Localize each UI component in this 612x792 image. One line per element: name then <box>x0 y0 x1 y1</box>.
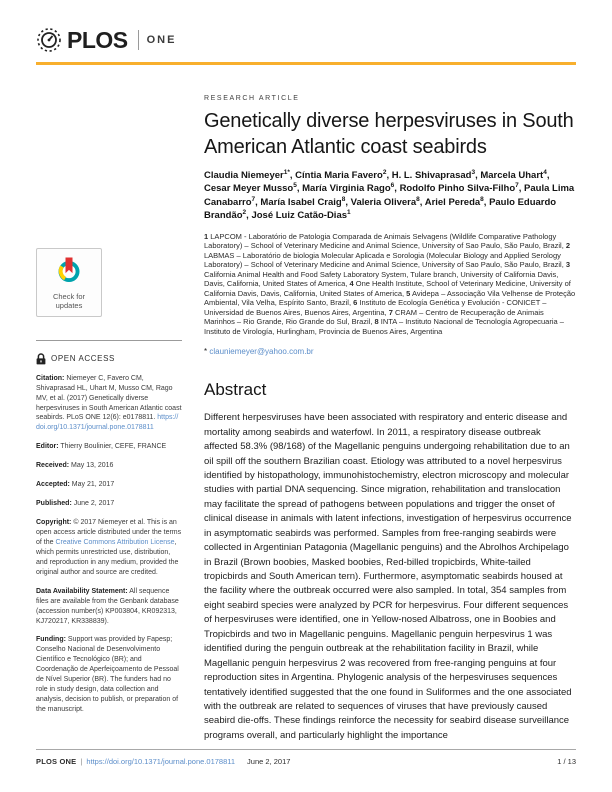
accepted-block: Accepted: May 21, 2017 <box>36 481 115 489</box>
author: Marcela Uhart$^4$, <box>480 169 550 182</box>
article-type-kicker: RESEARCH ARTICLE <box>204 95 300 102</box>
citation-doi-link[interactable]: https://doi.org/10.1371/journal.pone.0178811 <box>36 414 179 432</box>
affiliation-list: 1 LAPCOM - Laboratório de Patologia Comparada de Animais Selvagens (Wildlife Comparative Pathology Laboratory) – School of Veterinary Medicine and Animal Science, University of Sao Paulo, São Paulo, Brazil, 2 LABMAS – Laboratório de biologia Molecular Aplicada e Sorologia (Molecular Biology and Applied Serology Laboratory) – School of Veterinary Medicine and Animal Science, University of Sao Paulo, São Paulo, Brazil, 3 California Animal Health and Food Safety Laboratory System, Tulare branch, University of California Davis, Davis, California, United States of America, 4 One Health Institute, School of Veterinary Medicine, University of California Davis, Davis, California, United States of America, 5 Avidepa – Associação Vila Velhense de Proteção Ambiental, Vila Velha, Espírito Santo, Brazil, 6 Instituto de Ecología Genética y Evolución - CONICET – Universidad de Buenos Aires, Buenos Aires, Argentina, 7 CRAM – Centro de Recuperação de Animais Marinhos – Rio Grande, Rio Grande do Sul, Brazil, 8 INTA – Instituto Nacional de Tecnología Agropecuaria – Instituto de Virología, Hurlingham, Provincia de Buenos Aires, Argentina <box>204 231 576 336</box>
author: Cesar Meyer Musso$^5$, <box>204 182 303 195</box>
journal-masthead <box>0 0 612 56</box>
cc-license-link[interactable]: Creative Commons Attribution License <box>55 538 175 546</box>
check-updates-label: Check for updates <box>52 291 86 311</box>
article-metadata-sidebar <box>36 65 182 715</box>
open-access-badge <box>36 353 182 365</box>
logo-divider <box>138 30 139 50</box>
plos-one-logo <box>36 24 576 56</box>
article-main-column <box>204 65 576 753</box>
author: Cíntia Maria Favero$^2$, <box>295 169 392 182</box>
open-access-lock-icon <box>36 353 46 365</box>
author: Paula Lima Canabarro$^7$, <box>204 183 575 208</box>
author: Claudia Niemeyer$^{1*}$, <box>204 169 296 182</box>
data-availability-block: Data Availability Statement: All sequence files are available from the Genbank database (accession number(s) KP003804, KR092313, KJ720217, KR338839). <box>36 587 179 625</box>
page-footer <box>36 749 576 766</box>
footer-divider <box>36 749 576 750</box>
plos-wordmark: PLOS <box>67 26 128 53</box>
footer-doi-link[interactable]: https://doi.org/10.1371/journal.pone.0178811 <box>86 757 236 766</box>
author: Rodolfo Pinho Silva-Filho$^7$, <box>399 182 525 195</box>
open-access-label: OPEN ACCESS <box>51 354 115 363</box>
author: María Virginia Rago$^6$, <box>302 182 400 195</box>
one-wordmark: ONE <box>146 34 177 46</box>
check-for-updates-button[interactable] <box>36 248 102 317</box>
corresponding-email-link[interactable]: clauniemeyer@yahoo.com.br <box>209 347 314 357</box>
author-list <box>204 169 576 222</box>
corresponding-star: * <box>204 347 208 357</box>
published-block: Published: June 2, 2017 <box>36 500 115 508</box>
crossmark-icon <box>55 255 83 285</box>
author: Valeria Olivera$^8$, <box>350 195 425 208</box>
footer-page-number: 1 / 13 <box>557 757 576 766</box>
author: Paulo Eduardo Brandão$^2$, <box>204 196 557 221</box>
corresponding-email-line <box>204 347 576 356</box>
copyright-block: Copyright: © 2017 Niemeyer et al. This is an open access article distributed under the terms of the Creative Commons Attribution License, which permits unrestricted use, distribution, and reproduction in any medium, provided the original author and source are credited. <box>36 519 182 576</box>
author: María Isabel Craig$^8$, <box>260 195 351 208</box>
citation-block: Citation: Niemeyer C, Favero CM, Shivaprasad HL, Uhart M, Musso CM, Rago MV, et al. (2017) Genetically diverse herpesviruses in South American Atlantic coast seabirds. PLoS ONE 12(6): e0178811. https://doi.org/10.1371/journal.pone.0178811 <box>36 374 182 432</box>
received-block: Received: May 13, 2016 <box>36 462 114 470</box>
editor-block: Editor: Thierry Boulinier, CEFE, FRANCE <box>36 443 167 451</box>
plos-logo-icon <box>36 27 62 53</box>
author: Ariel Pereda$^8$, <box>424 195 490 208</box>
footer-pipe: | <box>80 757 83 766</box>
author: José Luiz Catão-Dias$^1$ <box>251 208 351 221</box>
author: H. L. Shivaprasad$^3$, <box>391 169 481 182</box>
abstract-text: Different herpesviruses have been associated with respiratory and enteric disease and mortality among seabirds and waterfowl. In 2011, a respiratory disease outbreak affected 58.3% (98/168) of the Magellanic penguins undergoing rehabilitation due to an oil spill off the southern Brazilian coast. Etiology was attributed to a novel herpesvirus identified by histopathology, immunohistochemistry, electron microscopy and molecular studies with partial DNA sequencing. Since migration, rehabilitation and translocation may facilitate the spread of pathogens between populations and trigger the onset of clinical disease in animals with latent infections, investigation of herpesvirus occurrence in asymptomatic seabirds was performed. Samples from free-ranging seabirds were collected in Argentinian Patagonia (Magellanic penguins) and the Abrolhos Archipelago in Brazil (Brown boobies, Masked boobies, Red-billed tropicbirds, White-tailed tropicbirds and South American tern). Furthermore, asymptomatic seabirds housed at the facility where the outbreak occurred were also sampled. In total, 354 samples from eight seabird species were analyzed by PCR for herpesvirus. Four different sequences of herpesviruses were identified, one in Yellow-nosed Albatross, one in Boobies and Tropicbirds and two in Magellanic penguins. Magellanic penguin herpesvirus 1 was identified during the penguin outbreak at the rehabilitation facility in Brazil, while Magellanic penguin herpesvirus 2 was recovered from free-ranging penguins at four reproduction sites in Argentina. Phylogenic analysis of the herpesviruses sequences tentatively identified suggested that the one found in Suliformes and the one associated with the outbreak are related to sequences of viruses that have previously caused seabird die-offs. These findings reinforce the necessity for seabird disease surveillance programs overall, and particularly highlight the importance <box>204 412 572 741</box>
abstract-heading: Abstract <box>204 380 267 400</box>
article-title: Genetically diverse herpesviruses in South American Atlantic coast seabirds <box>204 110 574 158</box>
footer-date: June 2, 2017 <box>247 757 291 766</box>
footer-journal-name: PLOS ONE <box>36 757 77 766</box>
sidebar-divider <box>36 340 182 341</box>
funding-block: Funding: Support was provided by Fapesp; Conselho Nacional de Desenvolvimento Científico e Tecnológico (BR); and Coordenação de Aperfeiçoamento de Pessoal de Nível Superior (BR). The funders had no role in study design, data collection and analysis, decision to publish, or preparation of the manuscript. <box>36 636 179 713</box>
